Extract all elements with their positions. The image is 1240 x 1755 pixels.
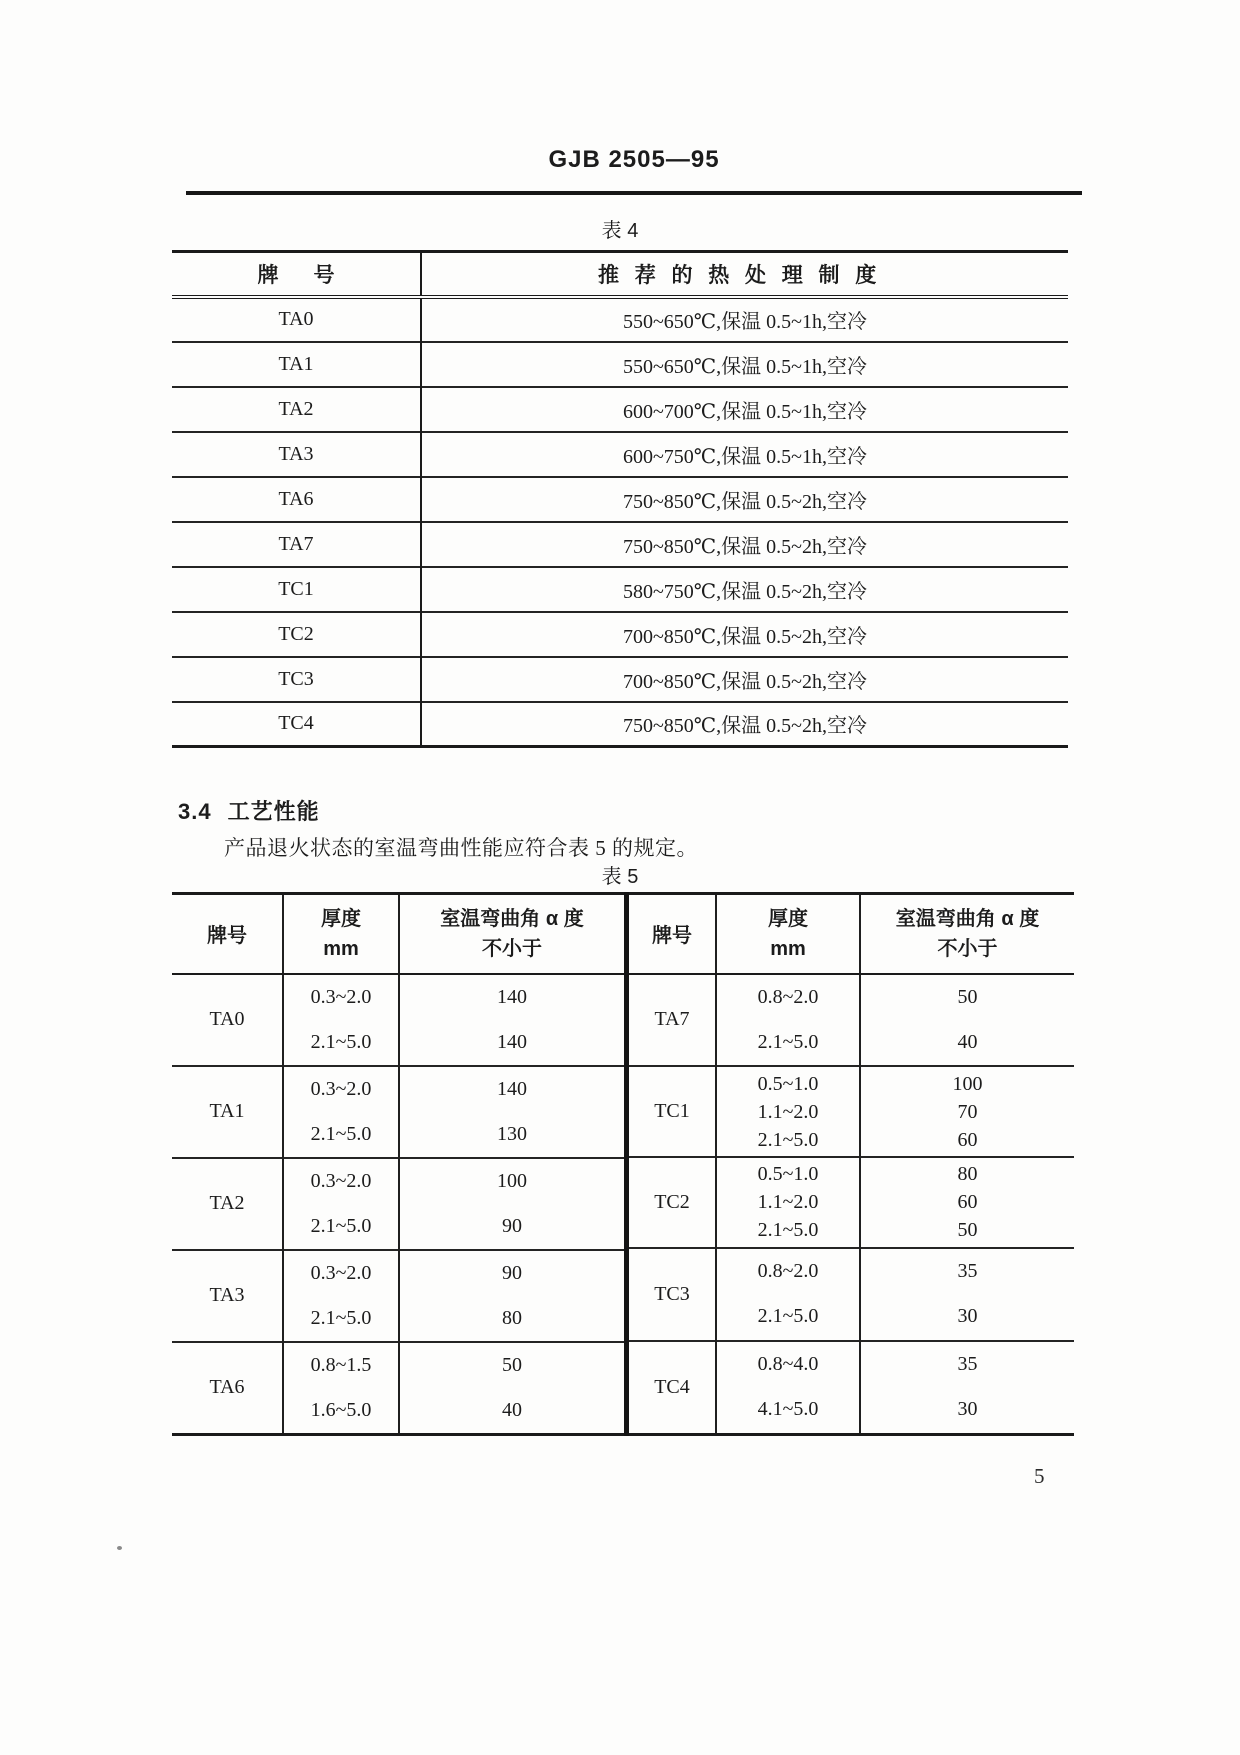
thickness-cell [283, 1342, 399, 1435]
thickness-value: 2.1~5.0 [757, 1128, 819, 1151]
header-line: mm [770, 937, 806, 960]
section-title: 工艺性能 [227, 799, 320, 824]
section-number: 3.4 [178, 799, 212, 824]
thickness-value: 0.5~1.0 [757, 1072, 819, 1095]
grade-group-row [172, 1066, 627, 1158]
angle-value: 80 [502, 1306, 522, 1329]
header-line: mm [323, 937, 359, 960]
treatment-cell: 600~750℃,保温 0.5~1h,空冷 [622, 445, 867, 468]
grade-cell: TA1 [209, 1100, 245, 1122]
table5-left-body [172, 974, 627, 1435]
table4-body [172, 297, 1068, 747]
table-row [172, 387, 1068, 432]
thickness-value: 0.3~2.0 [310, 1169, 372, 1192]
angle-cell [399, 1066, 627, 1158]
thickness-value: 2.1~5.0 [310, 1214, 372, 1237]
angle-value: 50 [957, 985, 978, 1008]
table5-right-header [629, 894, 1074, 974]
grade-cell: TC3 [654, 1282, 690, 1305]
table-row [172, 297, 1068, 342]
scan-artifact-dot [117, 1546, 122, 1550]
table4-header-row [172, 252, 1068, 297]
thickness-cell [283, 1066, 399, 1158]
table5-left-half [172, 892, 629, 1436]
grade-group-row [172, 974, 627, 1066]
table5 [172, 892, 1068, 1436]
treatment-cell: 550~650℃,保温 0.5~1h,空冷 [622, 355, 867, 378]
angle-value: 130 [497, 1122, 527, 1145]
table5-header-row [172, 894, 627, 974]
angle-value: 90 [502, 1261, 522, 1284]
table5-left-header [172, 894, 627, 974]
angle-cell [860, 1157, 1074, 1248]
angle-value: 35 [957, 1260, 978, 1283]
table4-header [172, 252, 1068, 297]
grade-cell: TA6 [172, 477, 421, 522]
grade-cell: TC1 [172, 567, 421, 612]
thickness-value: 2.1~5.0 [757, 1305, 819, 1328]
section-heading [178, 795, 320, 826]
header-line: 厚度 [768, 907, 808, 930]
angle-cell [860, 1341, 1074, 1434]
table-row [172, 522, 1068, 567]
grade-cell: TA0 [209, 1008, 245, 1030]
thickness-value: 2.1~5.0 [310, 1122, 372, 1145]
angle-cell [399, 1250, 627, 1342]
grade-cell: TA2 [209, 1192, 245, 1214]
angle-value: 40 [957, 1030, 978, 1053]
header-line: 室温弯曲角 α 度 [895, 907, 1040, 930]
thickness-value: 1.6~5.0 [310, 1398, 372, 1421]
thickness-cell [283, 1250, 399, 1342]
thickness-value: 0.8~2.0 [757, 985, 819, 1008]
thickness-value: 0.3~2.0 [310, 1077, 372, 1100]
table4-caption: 表 4 [601, 220, 639, 242]
grade-group-row [629, 1066, 1074, 1157]
angle-value: 90 [502, 1214, 522, 1237]
table-row [172, 342, 1068, 387]
angle-value: 100 [497, 1169, 527, 1192]
angle-value: 140 [497, 985, 527, 1008]
grade-cell: TA1 [172, 342, 421, 387]
grade-cell: TA3 [209, 1284, 245, 1306]
treatment-cell: 700~850℃,保温 0.5~2h,空冷 [622, 625, 867, 648]
thickness-value: 2.1~5.0 [757, 1219, 819, 1242]
grade-group-row [629, 1248, 1074, 1341]
thickness-cell [716, 1341, 860, 1434]
grade-cell: TA6 [209, 1376, 245, 1398]
thickness-value: 0.8~1.5 [310, 1353, 372, 1376]
treatment-cell: 750~850℃,保温 0.5~2h,空冷 [622, 490, 867, 513]
treatment-cell: 750~850℃,保温 0.5~2h,空冷 [622, 715, 867, 738]
thickness-value: 1.1~2.0 [757, 1191, 819, 1214]
grade-group-row [629, 974, 1074, 1067]
angle-value: 50 [502, 1353, 522, 1376]
grade-cell: TC1 [654, 1100, 690, 1123]
thickness-value: 2.1~5.0 [310, 1030, 372, 1053]
table-row [172, 612, 1068, 657]
treatment-cell: 750~850℃,保温 0.5~2h,空冷 [622, 535, 867, 558]
table5-header-grade: 牌号 [172, 894, 283, 974]
grade-cell: TC2 [654, 1190, 690, 1213]
header-line: 不小于 [937, 937, 998, 960]
thickness-value: 0.8~2.0 [757, 1260, 819, 1283]
table4 [172, 250, 1068, 748]
treatment-cell: 700~850℃,保温 0.5~2h,空冷 [622, 670, 867, 693]
angle-cell [860, 974, 1074, 1067]
header-line: 室温弯曲角 α 度 [440, 907, 584, 930]
thickness-cell [716, 974, 860, 1067]
grade-group-row [629, 1341, 1074, 1434]
angle-value: 70 [957, 1100, 978, 1123]
grade-cell: TC4 [654, 1375, 690, 1398]
angle-value: 30 [957, 1305, 978, 1328]
table5-right-half [629, 892, 1074, 1436]
angle-value: 100 [952, 1072, 983, 1095]
grade-group-row [172, 1342, 627, 1435]
grade-cell: TA2 [172, 387, 421, 432]
angle-value: 60 [957, 1128, 978, 1151]
table-row [172, 702, 1068, 747]
thickness-value: 4.1~5.0 [757, 1398, 819, 1421]
angle-value: 60 [957, 1191, 978, 1214]
table5-header-thickness [716, 894, 860, 974]
header-line: 不小于 [482, 937, 542, 960]
thickness-cell [716, 1248, 860, 1341]
grade-cell: TC2 [172, 612, 421, 657]
table4-header-grade: 牌 号 [172, 252, 421, 297]
angle-value: 80 [957, 1163, 978, 1186]
table5-header-thickness [283, 894, 399, 974]
doc-title: GJB 2505—95 [548, 146, 720, 173]
thickness-value: 0.5~1.0 [757, 1163, 819, 1186]
thickness-cell [283, 1158, 399, 1250]
angle-value: 40 [502, 1398, 522, 1421]
grade-cell: TA7 [172, 522, 421, 567]
thickness-value: 0.8~4.0 [757, 1353, 819, 1376]
header-rule-divider [186, 191, 1082, 195]
angle-cell [860, 1248, 1074, 1341]
table-row [172, 432, 1068, 477]
grade-cell: TA3 [172, 432, 421, 477]
thickness-cell [716, 1157, 860, 1248]
grade-cell: TC4 [172, 702, 421, 747]
angle-cell [399, 974, 627, 1066]
section-paragraph: 产品退火状态的室温弯曲性能应符合表 5 的规定。 [224, 836, 698, 860]
header-line: 厚度 [321, 907, 361, 930]
angle-value: 30 [957, 1398, 978, 1421]
treatment-cell: 600~700℃,保温 0.5~1h,空冷 [622, 400, 867, 423]
grade-cell: TA0 [172, 297, 421, 342]
page-number: 5 [1034, 1464, 1045, 1488]
thickness-value: 2.1~5.0 [310, 1306, 372, 1329]
table-row [172, 657, 1068, 702]
grade-cell: TA7 [654, 1008, 690, 1031]
table-row [172, 477, 1068, 522]
angle-cell [399, 1158, 627, 1250]
thickness-cell [716, 1066, 860, 1157]
angle-value: 140 [497, 1077, 527, 1100]
table5-header-row [629, 894, 1074, 974]
table5-header-angle [860, 894, 1074, 974]
grade-group-row [629, 1157, 1074, 1248]
thickness-cell [283, 974, 399, 1066]
grade-group-row [172, 1250, 627, 1342]
table-row [172, 567, 1068, 612]
table5-caption: 表 5 [601, 866, 639, 888]
grade-cell: TC3 [172, 657, 421, 702]
treatment-cell: 550~650℃,保温 0.5~1h,空冷 [622, 311, 867, 333]
angle-cell [860, 1066, 1074, 1157]
angle-value: 50 [957, 1219, 978, 1242]
table4-header-treatment: 推荐的热处理制度 [421, 252, 1068, 297]
thickness-value: 0.3~2.0 [310, 985, 372, 1008]
thickness-value: 2.1~5.0 [757, 1030, 819, 1053]
angle-value: 140 [497, 1030, 527, 1053]
angle-value: 35 [957, 1353, 978, 1376]
table5-header-angle [399, 894, 627, 974]
table5-right-body [629, 974, 1074, 1435]
thickness-value: 0.3~2.0 [310, 1261, 372, 1284]
angle-cell [399, 1342, 627, 1435]
grade-group-row [172, 1158, 627, 1250]
thickness-value: 1.1~2.0 [757, 1100, 819, 1123]
table5-header-grade: 牌号 [629, 894, 716, 974]
treatment-cell: 580~750℃,保温 0.5~2h,空冷 [622, 580, 867, 603]
